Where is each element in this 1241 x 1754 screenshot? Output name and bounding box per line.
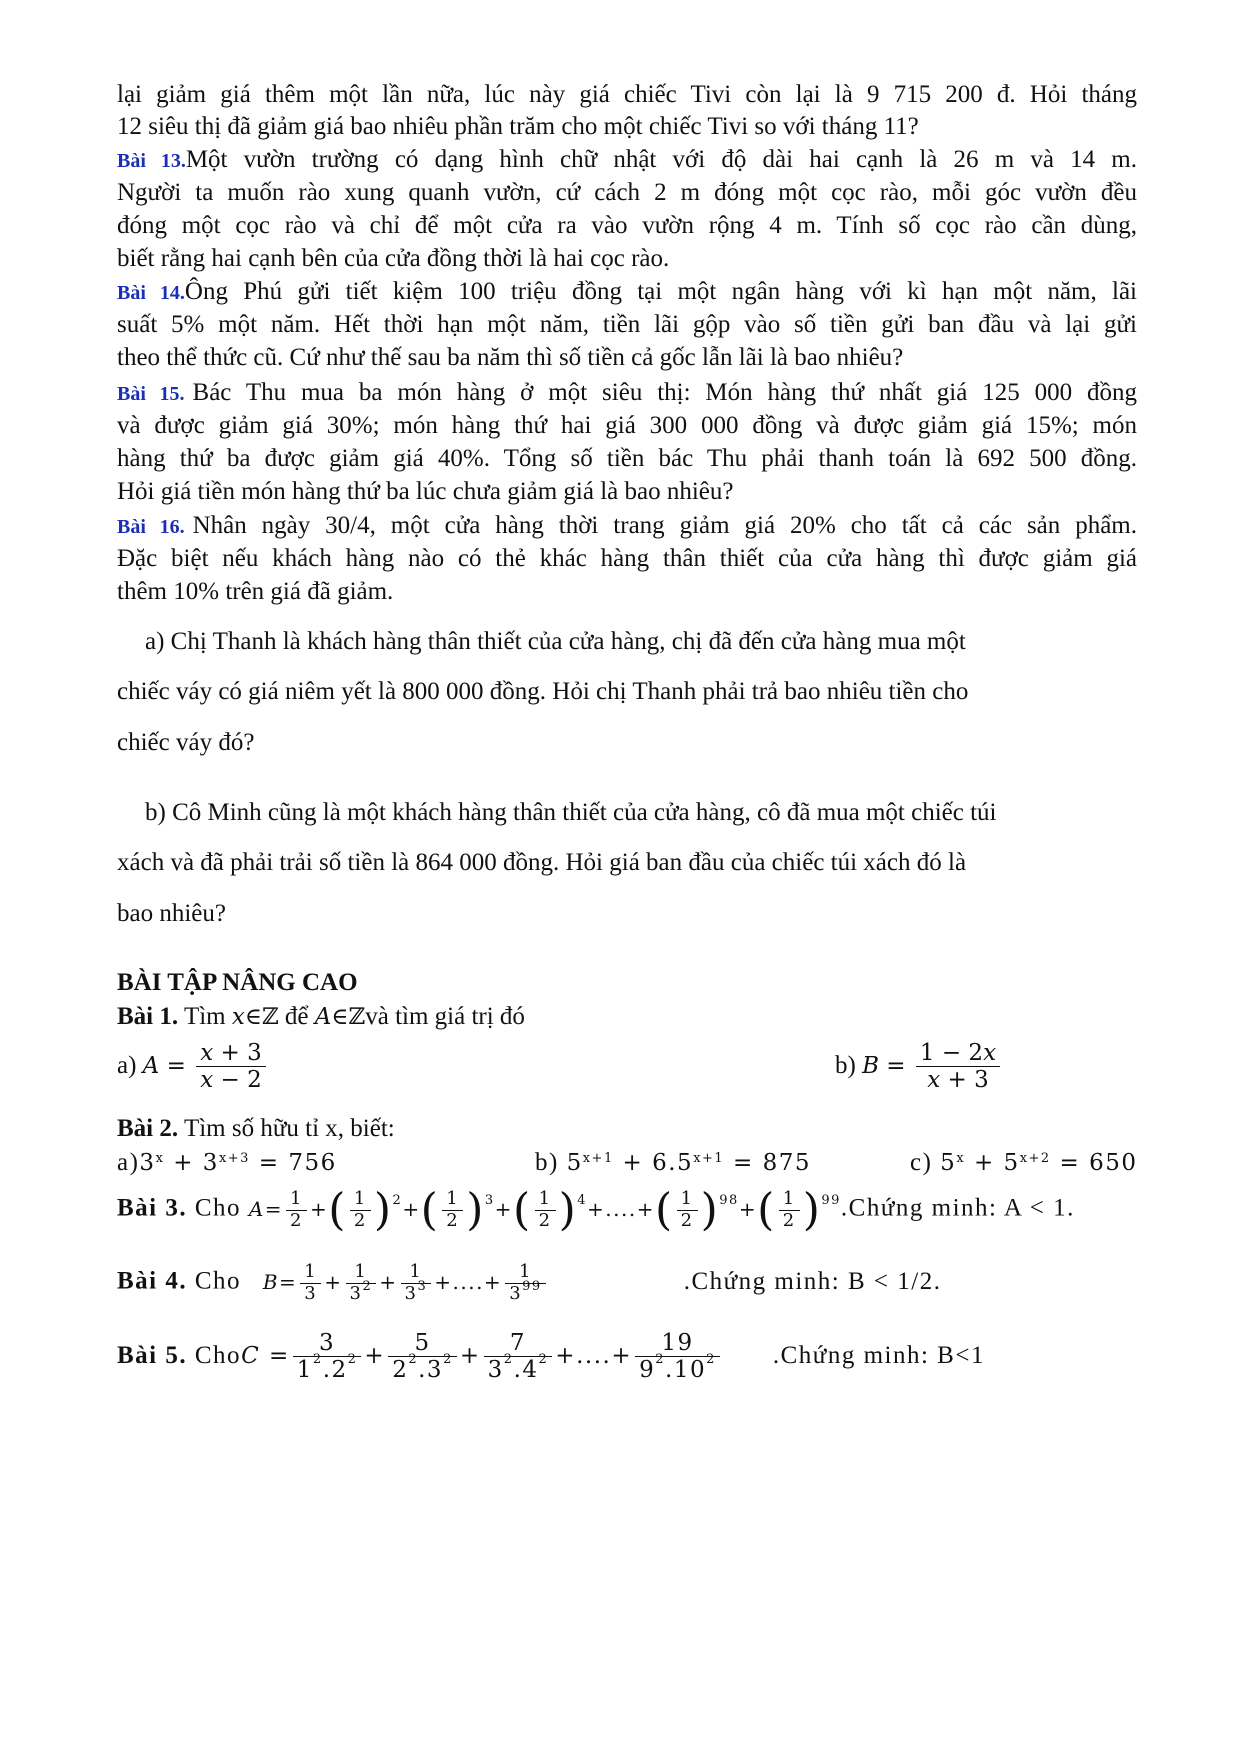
math-expression: $5^{x+1} + 6.5^{x+1} = 875$ [566, 1150, 811, 1176]
text-line: Người ta muốn rào xung quanh vườn, cứ cách 2 m đóng một cọc rào, mỗi góc vườn đều [117, 179, 1137, 206]
text-line: hàng thứ ba được giảm giá 40%. Tổng số tiền bác Thu phải thanh toán là 692 500 đồng. [117, 445, 1137, 472]
math-expression: B = $\frac{1 - 2x}{x + 3}$ [862, 1053, 1003, 1079]
text-line: Bác Thu mua ba món hàng ở một siêu thị: Món hàng thứ nhất giá 125 000 đồng [192, 379, 1137, 406]
text-span: Cho [194, 1194, 242, 1222]
exercise-adv-2c [910, 1146, 1137, 1180]
section-heading: BÀI TẬP NÂNG CAO [117, 969, 358, 996]
text-line: chiếc váy có giá niêm yết là 800 000 đồng. Hỏi chị Thanh phải trả bao nhiêu tiền cho [117, 678, 969, 705]
text-line: lại giảm giá thêm một lần nữa, lúc này giá chiếc Tivi còn lại là 9 715 200 đ. Hỏi tháng [117, 81, 1137, 108]
text-line: a) Chị Thanh là khách hàng thân thiết của cửa hàng, chị đã đến cửa hàng mua một [145, 628, 966, 655]
exercise-adv-2b [535, 1146, 811, 1180]
text-line: và được giảm giá 30%; món hàng thứ hai giá 300 000 đồng và được giảm giá 15%; món [117, 412, 1137, 439]
text-line: thêm 10% trên giá đã giảm. [117, 578, 394, 605]
text-span: .Chứng minh: B < 1/2. [683, 1267, 942, 1295]
text-line: Nhân ngày 30/4, một cửa hàng thời trang giảm giá 20% cho tất cả các sản phẩm. [192, 512, 1137, 539]
exercise-label: Bài 5. [117, 1341, 188, 1369]
text-span: để [284, 1003, 309, 1030]
item-label: b) [535, 1149, 559, 1176]
text-line: Đặc biệt nếu khách hàng nào có thẻ khác hàng thân thiết của cửa hàng thì được giảm giá [117, 545, 1137, 572]
exercise-adv-1 [117, 1000, 525, 1034]
exercise-14 [117, 275, 1137, 310]
text-line: theo thể thức cũ. Cứ như thế sau ba năm thì số tiền cả gốc lẫn lãi là bao nhiêu? [117, 344, 904, 371]
text-span: Tìm số hữu tỉ x, biết: [183, 1115, 395, 1142]
exercise-adv-1a [117, 1040, 269, 1094]
exercise-label: Bài 15. [117, 383, 185, 405]
text-line: đóng một cọc rào và chỉ để một cửa ra vào vườn rộng 4 m. Tính số cọc rào cần dùng, [117, 212, 1137, 239]
math-expression: A∈ℤ [314, 1004, 366, 1030]
exercise-label: Bài 1. [117, 1003, 179, 1030]
text-line: b) Cô Minh cũng là một khách hàng thân thiết của cửa hàng, cô đã mua một chiếc túi [145, 799, 997, 826]
text-line: bao nhiêu? [117, 900, 226, 927]
text-span: .Chứng minh: A < 1. [840, 1194, 1075, 1222]
text-line: 12 siêu thị đã giảm giá bao nhiêu phần trăm cho một chiếc Tivi so với tháng 11? [117, 113, 919, 140]
text-line: biết rằng hai cạnh bên của cửa đồng thời là hai cọc rào. [117, 245, 670, 272]
exercise-adv-2a [117, 1146, 337, 1180]
exercise-16 [117, 509, 1137, 544]
math-expression: A= $\frac{1}{2}$ +( $\frac{1}{2}$ )$^2$+( $\frac{1}{2}$ )$^3$+( $\frac{1}{2}$ )$^4$+....+( $\frac{1}{2}$ )$^{98}$+( $\frac{1}{2}$ )$^{99}$ [248, 1184, 841, 1235]
exercise-adv-2 [117, 1112, 395, 1146]
text-line: xách và đã phải trải số tiền là 864 000 đồng. Hỏi giá ban đầu của chiếc túi xách đó là [117, 849, 967, 876]
exercise-label: Bài 4. [117, 1267, 188, 1295]
text-line: suất 5% một năm. Hết thời hạn một năm, tiền lãi gộp vào số tiền gửi ban đầu và lại gửi [117, 311, 1137, 338]
text-line: chiếc váy đó? [117, 729, 255, 756]
text-span: và tìm giá trị đó [365, 1003, 525, 1030]
text-line: Một vườn trường có dạng hình chữ nhật với độ dài hai cạnh là 26 m và 14 m. [185, 146, 1137, 173]
item-label: c) [910, 1149, 933, 1176]
math-expression: A = $\frac{x + 3}{x - 2}$ [143, 1053, 269, 1079]
text-span: .Chứng minh: B<1 [772, 1341, 985, 1369]
exercise-adv-5 [117, 1330, 985, 1384]
math-expression: x∈ℤ [231, 1004, 279, 1030]
exercise-label: Bài 16. [117, 516, 185, 538]
exercise-15 [117, 376, 1137, 411]
math-expression: C = $\frac{3}{1^2.2^2}$ + $\frac{5}{2^2.3^2}$ + $\frac{7}{3^2.4^2}$ +....+ $\frac{19}{9^2.10^2}$ [241, 1343, 723, 1369]
math-expression: $3^x + 3^{x+3} = 756$ [139, 1150, 337, 1176]
exercise-label: Bài 3. [117, 1194, 188, 1222]
math-expression: $5^x + 5^{x+2} = 650$ [940, 1150, 1138, 1176]
math-expression: B= $\frac{1}{3}$ + $\frac{1}{3^2}$ + $\frac{1}{3^3}$ +....+ $\frac{1}{3^{99}}$ [263, 1270, 549, 1294]
item-label: b) [835, 1051, 856, 1079]
item-label: a) [117, 1051, 137, 1079]
exercise-adv-4 [117, 1262, 941, 1304]
text-span: Cho [194, 1341, 242, 1369]
exercise-adv-1b [835, 1040, 1003, 1094]
text-line: Ông Phú gửi tiết kiệm 100 triệu đồng tại một ngân hàng với kì hạn một năm, lãi [184, 278, 1138, 305]
text-span: Cho [194, 1267, 242, 1295]
exercise-label: Bài 2. [117, 1115, 179, 1142]
text-line: Hỏi giá tiền món hàng thứ ba lúc chưa giảm giá là bao nhiêu? [117, 478, 734, 505]
exercise-label: Bài 14. [117, 282, 185, 304]
exercise-adv-3 [117, 1184, 1075, 1235]
exercise-13 [117, 143, 1137, 178]
text-span: Tìm [183, 1003, 226, 1030]
item-label: a) [117, 1149, 140, 1176]
exercise-label: Bài 13. [117, 150, 186, 172]
